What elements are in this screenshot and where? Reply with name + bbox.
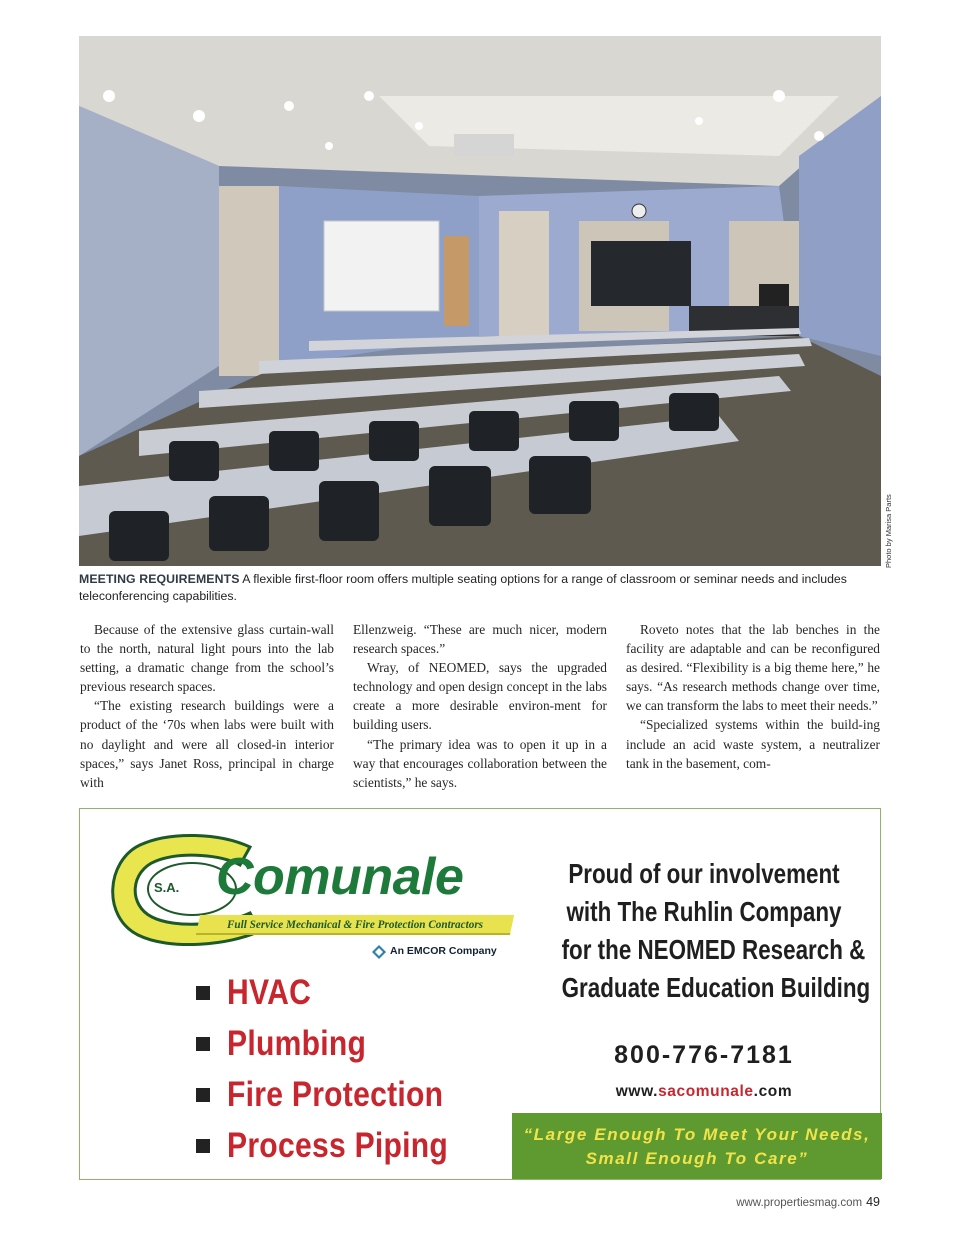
- paragraph: “Specialized systems within the build-ing include an acid waste system, a neutralizer tank in the basement, com-: [626, 717, 880, 771]
- proud-line: Proud of our involvement: [568, 858, 840, 889]
- paragraph: Because of the extensive glass curtain-wall to the north, natural light pours into the lab setting, a dramatic change from the school’s previous research spaces.: [80, 622, 334, 695]
- url-prefix: www.: [615, 1083, 659, 1100]
- logo-wordmark: Comunale: [216, 848, 464, 906]
- slogan-line: Small Enough To Care”: [585, 1149, 809, 1168]
- logo-sa: S.A.: [154, 880, 180, 895]
- slogan-banner: [512, 1113, 882, 1179]
- services-list: [196, 967, 484, 1171]
- service-label: HVAC: [227, 972, 312, 1012]
- caption-text: A flexible first-floor room offers multiple seating options for a range of classroom or seminar needs and includes teleconferencing capabilities.: [79, 572, 847, 603]
- paragraph: Wray, of NEOMED, says the upgraded technology and open design concept in the labs create a more desirable environ-ment for building users.: [353, 660, 607, 733]
- phone-number: 800-776-7181: [614, 1041, 794, 1069]
- service-item: [196, 1069, 484, 1120]
- url-domain: sacomunale: [658, 1083, 754, 1100]
- paragraph: “The primary idea was to open it up in a way that encourages collaboration between the scientists,” he says.: [353, 736, 607, 790]
- paragraph: Ellenzweig. “These are much nicer, modern research spaces.”: [353, 622, 607, 657]
- caption-lead: MEETING REQUIREMENTS: [79, 572, 240, 586]
- logo-banner: [196, 915, 514, 935]
- bullet-square-icon: [196, 1088, 210, 1102]
- comunale-advertisement: [79, 808, 881, 1180]
- service-label: Plumbing: [227, 1023, 367, 1063]
- service-item: [196, 967, 484, 1018]
- page-footer: [736, 1195, 880, 1209]
- emcor-diamond-icon: [372, 945, 386, 959]
- logo-banner-text: Full Service Mechanical & Fire Protection Contractors: [226, 919, 484, 931]
- service-item: [196, 1018, 484, 1069]
- service-item: [196, 1120, 484, 1171]
- service-label: Process Piping: [227, 1125, 449, 1165]
- bullet-square-icon: [196, 1139, 210, 1153]
- paragraph: “The existing research buildings were a product of the ‘70s when labs were built with no daylight and were all closed-in interior spaces,” says Janet Ross, principal in charge with: [80, 698, 334, 790]
- proud-statement: [526, 855, 882, 1007]
- article-column-2: [353, 620, 607, 792]
- article-column-3: [626, 620, 880, 773]
- classroom-photo-illustration: [79, 36, 881, 566]
- page-number: 49: [866, 1195, 880, 1209]
- website-url: [526, 1083, 882, 1101]
- emcor-tagline: An EMCOR Company: [390, 945, 497, 957]
- proud-line: with The Ruhlin Company: [566, 896, 842, 927]
- slogan-line: “Large Enough To Meet Your Needs,: [523, 1125, 871, 1144]
- bullet-square-icon: [196, 986, 210, 1000]
- comunale-logo: [100, 827, 520, 967]
- footer-url: www.propertiesmag.com: [736, 1197, 863, 1209]
- proud-line: Graduate Education Building: [561, 972, 871, 1003]
- article-column-1: [80, 620, 334, 792]
- proud-line: for the NEOMED Research &: [561, 934, 866, 965]
- photo-caption: [79, 571, 885, 605]
- url-suffix: .com: [753, 1083, 793, 1100]
- service-label: Fire Protection: [227, 1074, 444, 1114]
- bullet-square-icon: [196, 1037, 210, 1051]
- classroom-photo: [79, 36, 881, 566]
- paragraph: Roveto notes that the lab benches in the facility are adaptable and can be reconfigured as desired. “Flexibility is a big theme here,” he says. “As research methods change over time, we can transform the labs to meet their needs.”: [626, 622, 880, 714]
- photo-credit: Photo by Marisa Parts: [884, 494, 893, 568]
